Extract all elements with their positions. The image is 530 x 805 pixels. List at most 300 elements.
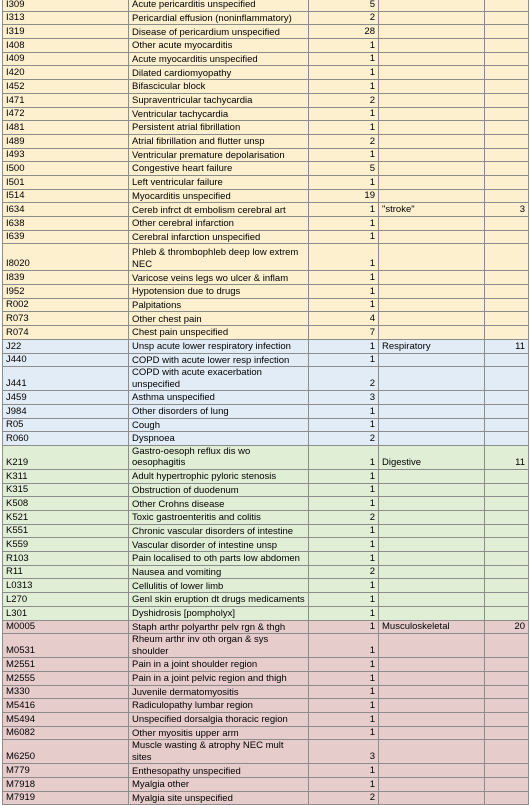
diagnosis-code-cell: M5416 (3, 699, 129, 713)
table-row (3, 285, 529, 299)
diagnosis-code-cell: M6082 (3, 726, 129, 740)
diagnosis-code-cell: L301 (3, 606, 129, 620)
table-row (3, 148, 529, 162)
diagnosis-code-cell: K521 (3, 511, 129, 525)
diagnosis-description-cell: Other acute myocarditis (129, 39, 309, 53)
diagnosis-description-cell: Disease of pericardium unspecified (129, 25, 309, 39)
case-count-cell: 3 (309, 391, 379, 405)
case-count-cell: 2 (309, 367, 379, 391)
diagnosis-code-cell: I952 (3, 285, 129, 299)
table-row (3, 162, 529, 176)
diagnosis-code-cell: I481 (3, 121, 129, 135)
case-count-cell: 2 (309, 93, 379, 107)
diagnosis-description-cell: Chronic vascular disorders of intestine (129, 524, 309, 538)
table-row (3, 11, 529, 25)
case-count-cell: 1 (309, 230, 379, 244)
category-label-cell (379, 511, 485, 525)
table-row (3, 326, 529, 340)
diagnosis-description-cell: Pericardial effusion (noninflammatory) (129, 11, 309, 25)
case-count-cell: 2 (309, 565, 379, 579)
category-total-cell (485, 740, 529, 764)
category-label-cell (379, 538, 485, 552)
case-count-cell: 1 (309, 712, 379, 726)
category-label-cell (379, 148, 485, 162)
case-count-cell: 1 (309, 298, 379, 312)
category-total-cell (485, 418, 529, 432)
case-count-cell: 1 (309, 497, 379, 511)
category-total-cell (485, 326, 529, 340)
category-label-cell (379, 579, 485, 593)
category-label-cell (379, 271, 485, 285)
diagnosis-description-cell: Persistent atrial fibrillation (129, 121, 309, 135)
category-total-cell (485, 353, 529, 367)
diagnosis-code-cell: J440 (3, 353, 129, 367)
diagnosis-code-cell: M779 (3, 764, 129, 778)
category-label-cell (379, 298, 485, 312)
diagnosis-description-cell: Other myositis upper arm (129, 726, 309, 740)
category-label-cell (379, 189, 485, 203)
case-count-cell: 1 (309, 538, 379, 552)
table-row (3, 511, 529, 525)
table-row (3, 80, 529, 94)
diagnosis-description-cell: Myalgia site unspecified (129, 791, 309, 805)
diagnosis-code-cell: J22 (3, 339, 129, 353)
case-count-cell: 1 (309, 552, 379, 566)
diagnosis-code-cell: I8020 (3, 244, 129, 271)
category-total-cell (485, 80, 529, 94)
case-count-cell: 1 (309, 593, 379, 607)
diagnosis-code-cell: M330 (3, 685, 129, 699)
category-label-cell (379, 326, 485, 340)
category-total-cell (485, 148, 529, 162)
diagnosis-code-cell: R073 (3, 312, 129, 326)
diagnosis-code-cell: I319 (3, 25, 129, 39)
diagnosis-description-cell: Supraventricular tachycardia (129, 93, 309, 107)
case-count-cell: 28 (309, 25, 379, 39)
category-label-cell (379, 658, 485, 672)
diagnosis-code-cell: R074 (3, 326, 129, 340)
category-total-cell (485, 175, 529, 189)
diagnosis-code-cell: M0005 (3, 620, 129, 634)
category-label-cell (379, 432, 485, 446)
table-row (3, 353, 529, 367)
category-label-cell (379, 524, 485, 538)
case-count-cell: 1 (309, 778, 379, 792)
category-total-cell (485, 511, 529, 525)
category-label-cell: Digestive (379, 445, 485, 469)
case-count-cell: 2 (309, 11, 379, 25)
diagnosis-code-cell: I408 (3, 39, 129, 53)
case-count-cell: 1 (309, 107, 379, 121)
table-row (3, 658, 529, 672)
category-total-cell (485, 52, 529, 66)
diagnosis-description-cell: Cerebral infarction unspecified (129, 230, 309, 244)
category-total-cell (485, 634, 529, 658)
diagnosis-description-cell: Cellulitis of lower limb (129, 579, 309, 593)
category-total-cell (485, 497, 529, 511)
diagnosis-code-cell: R05 (3, 418, 129, 432)
category-label-cell (379, 25, 485, 39)
case-count-cell: 7 (309, 326, 379, 340)
case-count-cell: 2 (309, 511, 379, 525)
category-label-cell (379, 671, 485, 685)
category-label-cell (379, 404, 485, 418)
diagnosis-code-cell: I500 (3, 162, 129, 176)
case-count-cell: 1 (309, 524, 379, 538)
category-label-cell (379, 39, 485, 53)
category-total-cell (485, 538, 529, 552)
diagnosis-code-cell: K551 (3, 524, 129, 538)
case-count-cell: 1 (309, 579, 379, 593)
case-count-cell: 19 (309, 189, 379, 203)
category-label-cell (379, 552, 485, 566)
case-count-cell: 1 (309, 66, 379, 80)
category-label-cell (379, 285, 485, 299)
category-total-cell (485, 778, 529, 792)
category-total-cell (485, 93, 529, 107)
case-count-cell: 1 (309, 726, 379, 740)
table-row (3, 0, 529, 11)
table-row (3, 634, 529, 658)
table-row (3, 175, 529, 189)
diagnosis-code-cell: I313 (3, 11, 129, 25)
diagnosis-code-cell: I471 (3, 93, 129, 107)
category-total-cell (485, 312, 529, 326)
table-row (3, 52, 529, 66)
diagnosis-description-cell: Rheum arthr inv oth organ & sys shoulder (129, 634, 309, 658)
diagnosis-code-cell: J441 (3, 367, 129, 391)
category-total-cell (485, 367, 529, 391)
category-label-cell (379, 497, 485, 511)
diagnosis-code-cell: K219 (3, 445, 129, 469)
category-total-cell (485, 791, 529, 805)
category-label-cell (379, 0, 485, 11)
diagnosis-description-cell: Atrial fibrillation and flutter unsp (129, 134, 309, 148)
case-count-cell: 1 (309, 52, 379, 66)
table-row (3, 39, 529, 53)
table-row (3, 203, 529, 217)
category-label-cell (379, 175, 485, 189)
category-label-cell (379, 418, 485, 432)
category-total-cell (485, 606, 529, 620)
category-label-cell (379, 764, 485, 778)
category-total-cell (485, 404, 529, 418)
case-count-cell: 1 (309, 339, 379, 353)
diagnosis-description-cell: Muscle wasting & atrophy NEC mult sites (129, 740, 309, 764)
diagnosis-description-cell: Juvenile dermatomyositis (129, 685, 309, 699)
diagnosis-code-cell: R103 (3, 552, 129, 566)
diagnosis-description-cell: Acute pericarditis unspecified (129, 0, 309, 11)
category-total-cell (485, 658, 529, 672)
diagnosis-description-cell: Unspecified dorsalgia thoracic region (129, 712, 309, 726)
diagnosis-code-cell: I501 (3, 175, 129, 189)
table-row (3, 66, 529, 80)
diagnosis-description-cell: Phleb & thrombophleb deep low extrem NEC (129, 244, 309, 271)
case-count-cell: 1 (309, 658, 379, 672)
category-label-cell: Musculoskeletal (379, 620, 485, 634)
table-row (3, 244, 529, 271)
diagnosis-description-cell: Gastro-oesoph reflux dis wo oesophagitis (129, 445, 309, 469)
diagnosis-description-cell: Toxic gastroenteritis and colitis (129, 511, 309, 525)
category-label-cell (379, 121, 485, 135)
diagnosis-code-cell: I493 (3, 148, 129, 162)
category-total-cell (485, 764, 529, 778)
case-count-cell: 1 (309, 620, 379, 634)
table-row (3, 552, 529, 566)
category-total-cell (485, 469, 529, 483)
table-row (3, 107, 529, 121)
diagnosis-description-cell: Asthma unspecified (129, 391, 309, 405)
category-label-cell (379, 634, 485, 658)
case-count-cell: 2 (309, 432, 379, 446)
case-count-cell: 1 (309, 483, 379, 497)
diagnosis-code-cell: L0313 (3, 579, 129, 593)
case-count-cell: 1 (309, 699, 379, 713)
diagnosis-table-body (3, 0, 529, 805)
case-count-cell: 1 (309, 606, 379, 620)
diagnosis-description-cell: Nausea and vomiting (129, 565, 309, 579)
category-total-cell (485, 685, 529, 699)
table-row (3, 593, 529, 607)
table-row (3, 778, 529, 792)
diagnosis-description-cell: Bifascicular block (129, 80, 309, 94)
table-row (3, 699, 529, 713)
diagnosis-code-cell: M7918 (3, 778, 129, 792)
diagnosis-description-cell: Pain in a joint pelvic region and thigh (129, 671, 309, 685)
category-total-cell (485, 39, 529, 53)
diagnosis-code-cell: R060 (3, 432, 129, 446)
diagnosis-description-cell: Vascular disorder of intestine unsp (129, 538, 309, 552)
case-count-cell: 1 (309, 469, 379, 483)
category-label-cell (379, 353, 485, 367)
category-total-cell (485, 671, 529, 685)
diagnosis-description-cell: Cough (129, 418, 309, 432)
case-count-cell: 2 (309, 791, 379, 805)
category-label-cell (379, 162, 485, 176)
table-row (3, 685, 529, 699)
table-row (3, 25, 529, 39)
diagnosis-description-cell: Ventricular tachycardia (129, 107, 309, 121)
category-total-cell (485, 134, 529, 148)
diagnosis-code-cell: R002 (3, 298, 129, 312)
diagnosis-description-cell: Obstruction of duodenum (129, 483, 309, 497)
table-row (3, 764, 529, 778)
diagnosis-description-cell: Genl skin eruption dt drugs medicaments (129, 593, 309, 607)
diagnosis-code-cell: I839 (3, 271, 129, 285)
table-row (3, 189, 529, 203)
category-total-cell (485, 579, 529, 593)
table-row (3, 298, 529, 312)
diagnosis-code-cell: I639 (3, 230, 129, 244)
table-row (3, 134, 529, 148)
category-total-cell (485, 25, 529, 39)
case-count-cell: 1 (309, 285, 379, 299)
diagnosis-code-cell: M5494 (3, 712, 129, 726)
category-total-cell (485, 189, 529, 203)
category-label-cell (379, 483, 485, 497)
case-count-cell: 1 (309, 671, 379, 685)
category-label-cell: "stroke" (379, 203, 485, 217)
case-count-cell: 1 (309, 244, 379, 271)
diagnosis-description-cell: Other Crohns disease (129, 497, 309, 511)
table-row (3, 538, 529, 552)
diagnosis-description-cell: Ventricular premature depolarisation (129, 148, 309, 162)
table-row (3, 230, 529, 244)
category-total-cell (485, 11, 529, 25)
diagnosis-code-cell: M7919 (3, 791, 129, 805)
diagnosis-code-cell: K559 (3, 538, 129, 552)
case-count-cell: 1 (309, 685, 379, 699)
table-row (3, 93, 529, 107)
case-count-cell: 1 (309, 271, 379, 285)
diagnosis-description-cell: Radiculopathy lumbar region (129, 699, 309, 713)
case-count-cell: 1 (309, 121, 379, 135)
diagnosis-description-cell: Congestive heart failure (129, 162, 309, 176)
table-row (3, 712, 529, 726)
diagnosis-description-cell: Myalgia other (129, 778, 309, 792)
diagnosis-description-cell: Other cerebral infarction (129, 217, 309, 231)
category-total-cell: 3 (485, 203, 529, 217)
category-total-cell (485, 230, 529, 244)
diagnosis-description-cell: Other chest pain (129, 312, 309, 326)
category-total-cell (485, 162, 529, 176)
table-row (3, 469, 529, 483)
diagnosis-code-cell: M2551 (3, 658, 129, 672)
table-row (3, 620, 529, 634)
category-label-cell (379, 391, 485, 405)
category-label-cell (379, 312, 485, 326)
diagnosis-description-cell: Chest pain unspecified (129, 326, 309, 340)
category-label-cell (379, 93, 485, 107)
category-total-cell (485, 432, 529, 446)
category-total-cell (485, 121, 529, 135)
case-count-cell: 5 (309, 162, 379, 176)
diagnosis-description-cell: Dilated cardiomyopathy (129, 66, 309, 80)
category-label-cell (379, 593, 485, 607)
diagnosis-description-cell: Palpitations (129, 298, 309, 312)
table-row (3, 791, 529, 805)
diagnosis-code-cell: I514 (3, 189, 129, 203)
diagnosis-code-cell: I472 (3, 107, 129, 121)
diagnosis-table (2, 0, 529, 805)
diagnosis-code-cell: M2555 (3, 671, 129, 685)
diagnosis-code-cell: I452 (3, 80, 129, 94)
category-label-cell (379, 230, 485, 244)
category-total-cell (485, 391, 529, 405)
diagnosis-code-cell: J984 (3, 404, 129, 418)
diagnosis-description-cell: Unsp acute lower respiratory infection (129, 339, 309, 353)
diagnosis-code-cell: I409 (3, 52, 129, 66)
table-row (3, 606, 529, 620)
category-label-cell (379, 244, 485, 271)
table-row (3, 391, 529, 405)
category-total-cell (485, 66, 529, 80)
case-count-cell: 1 (309, 148, 379, 162)
category-total-cell (485, 524, 529, 538)
table-row (3, 217, 529, 231)
diagnosis-description-cell: Adult hypertrophic pyloric stenosis (129, 469, 309, 483)
case-count-cell: 1 (309, 80, 379, 94)
table-row (3, 367, 529, 391)
diagnosis-description-cell: COPD with acute lower resp infection (129, 353, 309, 367)
case-count-cell: 5 (309, 0, 379, 11)
category-label-cell (379, 367, 485, 391)
category-label-cell (379, 52, 485, 66)
diagnosis-code-cell: R11 (3, 565, 129, 579)
category-total-cell (485, 107, 529, 121)
category-label-cell (379, 712, 485, 726)
table-row (3, 404, 529, 418)
diagnosis-code-cell: K315 (3, 483, 129, 497)
table-row (3, 271, 529, 285)
category-label-cell (379, 726, 485, 740)
table-row (3, 524, 529, 538)
case-count-cell: 4 (309, 312, 379, 326)
table-row (3, 121, 529, 135)
table-row (3, 671, 529, 685)
category-label-cell (379, 217, 485, 231)
case-count-cell: 1 (309, 445, 379, 469)
category-total-cell (485, 552, 529, 566)
diagnosis-code-cell: I489 (3, 134, 129, 148)
case-count-cell: 1 (309, 203, 379, 217)
diagnosis-description-cell: Cereb infrct dt embolism cerebral art (129, 203, 309, 217)
table-row (3, 726, 529, 740)
category-total-cell (485, 483, 529, 497)
diagnosis-description-cell: Left ventricular failure (129, 175, 309, 189)
table-row (3, 445, 529, 469)
case-count-cell: 1 (309, 404, 379, 418)
diagnosis-description-cell: COPD with acute exacerbation unspecified (129, 367, 309, 391)
diagnosis-description-cell: Other disorders of lung (129, 404, 309, 418)
table-row (3, 339, 529, 353)
case-count-cell: 1 (309, 634, 379, 658)
table-row (3, 432, 529, 446)
category-total-cell: 11 (485, 339, 529, 353)
diagnosis-description-cell: Varicose veins legs wo ulcer & inflam (129, 271, 309, 285)
category-total-cell: 20 (485, 620, 529, 634)
category-total-cell (485, 244, 529, 271)
category-label-cell: Respiratory (379, 339, 485, 353)
diagnosis-code-cell: M6250 (3, 740, 129, 764)
category-total-cell (485, 565, 529, 579)
category-total-cell: 11 (485, 445, 529, 469)
category-total-cell (485, 217, 529, 231)
diagnosis-code-cell: K311 (3, 469, 129, 483)
category-label-cell (379, 107, 485, 121)
category-label-cell (379, 134, 485, 148)
category-label-cell (379, 699, 485, 713)
category-label-cell (379, 606, 485, 620)
table-row (3, 418, 529, 432)
diagnosis-code-cell: K508 (3, 497, 129, 511)
diagnosis-description-cell: Hypotension due to drugs (129, 285, 309, 299)
table-row (3, 740, 529, 764)
case-count-cell: 3 (309, 740, 379, 764)
diagnosis-description-cell: Pain localised to oth parts low abdomen (129, 552, 309, 566)
category-label-cell (379, 740, 485, 764)
diagnosis-description-cell: Dyshidrosis [pompholyx] (129, 606, 309, 620)
diagnosis-code-cell: I420 (3, 66, 129, 80)
diagnosis-description-cell: Enthesopathy unspecified (129, 764, 309, 778)
case-count-cell: 1 (309, 217, 379, 231)
case-count-cell: 1 (309, 39, 379, 53)
case-count-cell: 1 (309, 764, 379, 778)
diagnosis-description-cell: Dyspnoea (129, 432, 309, 446)
diagnosis-code-cell: I638 (3, 217, 129, 231)
table-row (3, 312, 529, 326)
case-count-cell: 1 (309, 353, 379, 367)
